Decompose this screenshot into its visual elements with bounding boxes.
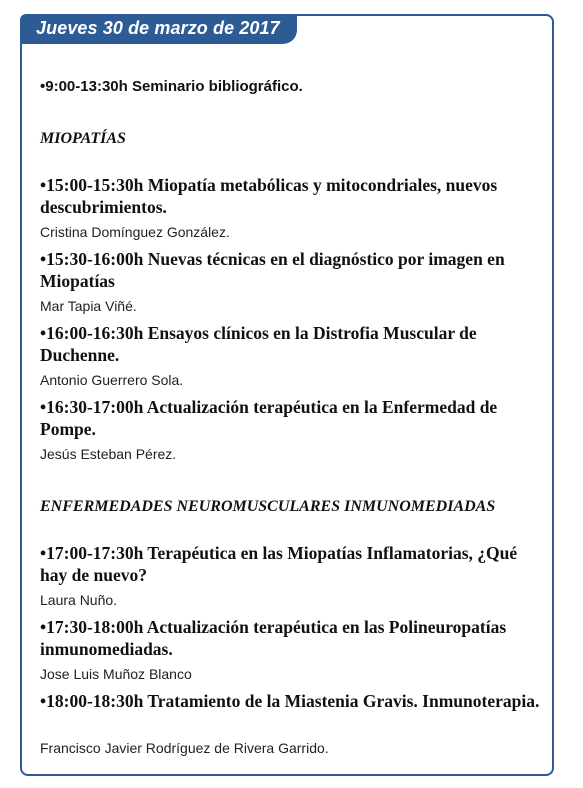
talk-speaker: Cristina Domínguez González.: [40, 224, 230, 240]
talk-title: •16:00-16:30h Ensayos clínicos en la Distrofia Muscular de Duchenne.: [40, 323, 477, 365]
date-title: Jueves 30 de marzo de 2017: [36, 18, 280, 38]
talk-title: •15:00-15:30h Miopatía metabólicas y mitocondriales, nuevos descubrimientos.: [40, 175, 498, 217]
talk-title: •15:30-16:00h Nuevas técnicas en el diagnóstico por imagen en Miopatías: [40, 249, 505, 291]
talk-speaker: Antonio Guerrero Sola.: [40, 372, 184, 388]
seminar-item: •9:00-13:30h Seminario bibliográfico.: [40, 78, 303, 95]
date-header: [20, 14, 297, 44]
talk-speaker: Mar Tapia Viñé.: [40, 298, 137, 314]
talk-title: •16:30-17:00h Actualización terapéutica en la Enfermedad de Pompe.: [40, 397, 498, 439]
talk-speaker: Jesús Esteban Pérez.: [40, 446, 177, 462]
talk-speaker: Laura Nuño.: [40, 592, 118, 608]
talk-title: •17:00-17:30h Terapéutica en las Miopatías Inflamatorias, ¿Qué hay de nuevo?: [40, 543, 518, 585]
section-title-miopatias: MIOPATÍAS: [40, 130, 126, 147]
talk-title: •18:00-18:30h Tratamiento de la Miastenia Gravis. Inmunoterapia.: [40, 691, 540, 711]
talk-speaker: Francisco Javier Rodríguez de Rivera Garrido.: [40, 740, 329, 756]
talk-speaker: Jose Luis Muñoz Blanco: [40, 666, 192, 682]
talk-title: •17:30-18:00h Actualización terapéutica en las Polineuropatías inmunomediadas.: [40, 617, 507, 659]
section-title-inmunomediadas: ENFERMEDADES NEUROMUSCULARES INMUNOMEDIADAS: [40, 498, 496, 515]
program-frame: [20, 14, 554, 776]
